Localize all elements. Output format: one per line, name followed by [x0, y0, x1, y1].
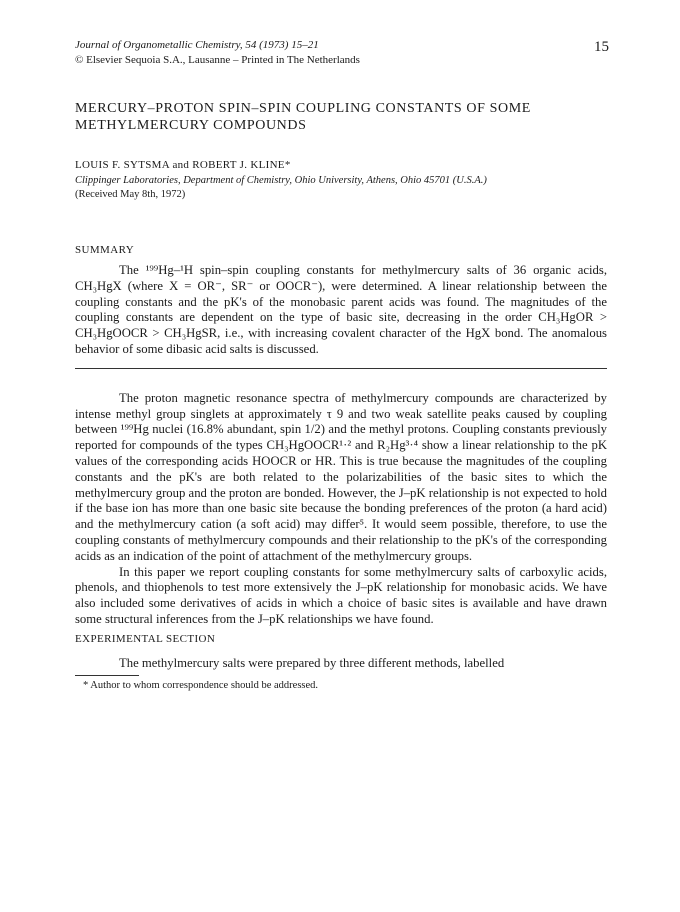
- article-page: [75, 38, 607, 691]
- affiliation: Clippinger Laboratories, Department of Chemistry, Ohio University, Athens, Ohio 45701 (U.S.A.): [75, 175, 487, 186]
- body-paragraph-1: The proton magnetic resonance spectra of methylmercury compounds are characterized by intense methyl group singlets at approximately τ 9 and two weak satellite peaks caused by coupling between ¹⁹⁹Hg nuclei (16.8% abundant, spin 1/2) and the methyl protons. Coupling constants previously reported for compounds of the types CH₃HgOOCR¹·² and R₂Hg³·⁴ show a linear relationship to the pK values of the corresponding acids HOOCR or HR. This is true because the magnitudes of the coupling constants and the pK's are both related to the polarizabilities of the basic sites to which the methylmercury group and the proton are bonded. However, the J–pK relationship is not expected to hold if the base ion has more than one basic site because the bonding preferences of the proton (a hard acid) and the methylmercury cation (a soft acid) may differ⁵. It would seem possible, therefore, to use the coupling constants of methylmercury compounds and their relationship to the pK's of the corresponding acids as an indication of the point of attachment of the methylmercury groups.: [75, 390, 607, 563]
- summary-divider: [75, 368, 607, 369]
- body-paragraph-2: In this paper we report coupling constants for some methylmercury salts of carboxylic acids, phenols, and thiophenols to test more extensively the J–pK relationship for monobasic acids. We have also included some derivatives of acids in which a choice of basic sites is available and have drawn some structural inferences from the J–pK relationships we have found.: [75, 564, 607, 626]
- body-paragraph-3: The methylmercury salts were prepared by three different methods, labelled: [119, 655, 505, 670]
- page-number: 15: [594, 39, 609, 55]
- running-header: [75, 38, 607, 68]
- footnote: * Author to whom correspondence should be addressed.: [83, 679, 319, 691]
- summary-text: The ¹⁹⁹Hg–¹H spin–spin coupling constants for methylmercury salts of 36 organic acids, CH₃HgX (where X = OR⁻, SR⁻ or OOCR⁻), were determined. A linear relationship between the coupling constants and the pK's of the monobasic parent acids was found. The magnitudes of the coupling constants are dependent on the type of basic site, decreasing in the order CH₃HgOR > CH₃HgOOCR > CH₃HgSR, i.e., with increasing covalent character of the HgX bond. The anomalous behavior of some dibasic acid salts is discussed.: [75, 263, 607, 356]
- received-date: (Received May 8th, 1972): [75, 189, 186, 200]
- footnote-divider: [75, 675, 139, 676]
- article-title: MERCURY–PROTON SPIN–SPIN COUPLING CONSTANTS OF SOME METHYLMERCURY COMPOUNDS: [75, 101, 531, 133]
- section-heading: EXPERIMENTAL SECTION: [75, 632, 216, 645]
- author-list: LOUIS F. SYTSMA and ROBERT J. KLINE*: [75, 159, 291, 171]
- copyright-line: © Elsevier Sequoia S.A., Lausanne – Printed in The Netherlands: [75, 54, 360, 66]
- summary-heading: SUMMARY: [75, 244, 135, 256]
- journal-citation: Journal of Organometallic Chemistry, 54 (1973) 15–21: [75, 39, 319, 51]
